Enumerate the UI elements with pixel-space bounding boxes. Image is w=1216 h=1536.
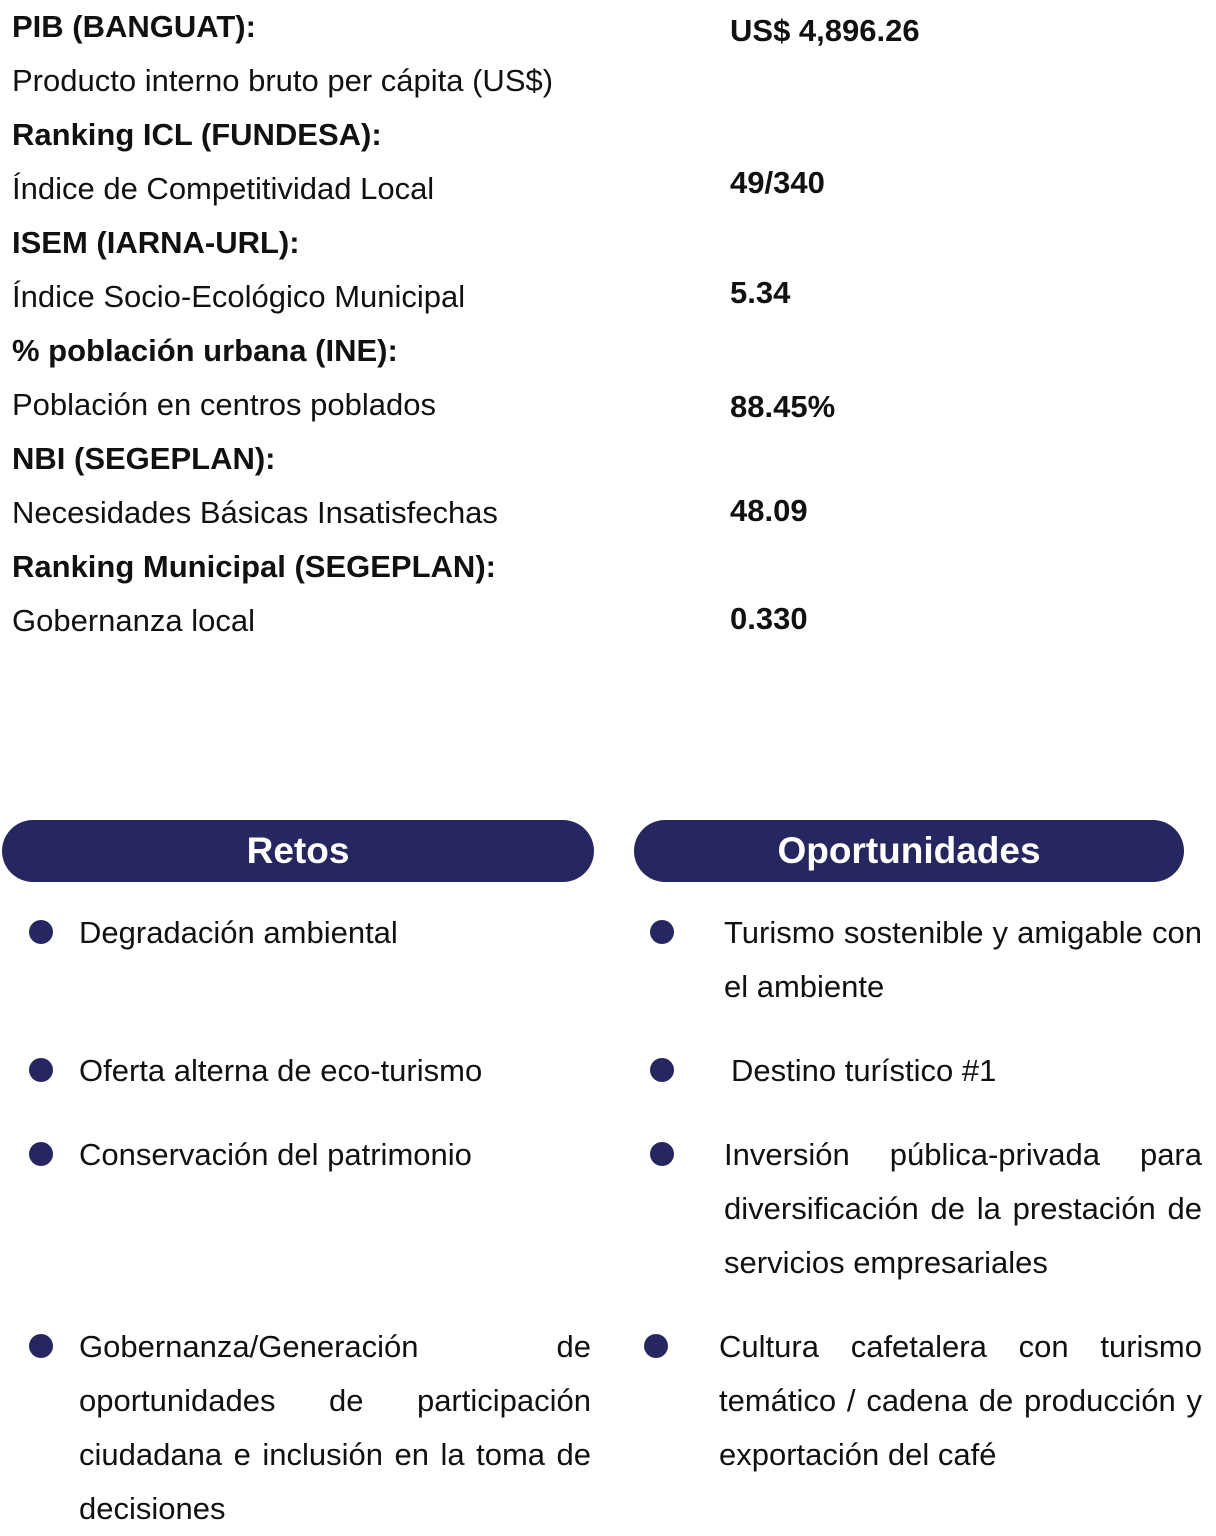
indicator-value-ranking-municipal: 0.330 [730, 601, 808, 636]
oportunidades-item: Cultura cafetalera con turismo temático / cadena de producción y exportación del café [719, 1329, 1202, 1472]
retos-item: Conservación del patrimonio [79, 1137, 472, 1172]
retos-bullet-icon [29, 1058, 53, 1082]
retos-item: Oferta alterna de eco-turismo [79, 1053, 483, 1088]
oportunidades-bullet-icon [650, 1058, 674, 1082]
indicator-value-isem: 5.34 [730, 275, 791, 310]
retos-item: Degradación ambiental [79, 915, 398, 950]
oportunidades-bullet-icon [650, 1142, 674, 1166]
indicator-label-urbana: % población urbana (INE): [12, 333, 398, 368]
indicator-label-isem: ISEM (IARNA-URL): [12, 225, 300, 260]
indicator-description-nbi: Necesidades Básicas Insatisfechas [12, 495, 498, 530]
retos-bullet-icon [29, 1142, 53, 1166]
retos-item: Gobernanza/Generación de oportunidades de participación ciudadana e inclusión en la toma de decisiones [79, 1329, 591, 1526]
oportunidades-item: Inversión pública-privada para diversificación de la prestación de servicios empresariales [724, 1137, 1202, 1280]
indicator-label-ranking-municipal: Ranking Municipal (SEGEPLAN): [12, 549, 496, 584]
oportunidades-item: Turismo sostenible y amigable con el ambiente [724, 915, 1202, 1004]
retos-bullet-icon [29, 920, 53, 944]
oportunidades-bullet-icon [644, 1334, 668, 1358]
indicator-description-ranking-municipal: Gobernanza local [12, 603, 255, 638]
indicator-label-pib: PIB (BANGUAT): [12, 9, 256, 44]
indicator-description-icl: Índice de Competitividad Local [12, 171, 435, 206]
indicator-description-isem: Índice Socio-Ecológico Municipal [12, 279, 466, 314]
oportunidades-bullet-icon [650, 920, 674, 944]
indicator-value-pib: US$ 4,896.26 [730, 13, 920, 48]
indicator-description-pib: Producto interno bruto per cápita (US$) [12, 63, 554, 98]
indicator-label-nbi: NBI (SEGEPLAN): [12, 441, 276, 476]
indicator-value-icl: 49/340 [730, 165, 825, 200]
indicator-label-icl: Ranking ICL (FUNDESA): [12, 117, 382, 152]
oportunidades-item: Destino turístico #1 [731, 1053, 997, 1088]
indicator-description-urbana: Población en centros poblados [12, 387, 436, 422]
retos-header: Retos [2, 820, 594, 882]
retos-bullet-icon [29, 1334, 53, 1358]
indicator-value-nbi: 48.09 [730, 493, 808, 528]
oportunidades-header: Oportunidades [634, 820, 1184, 882]
indicator-value-urbana: 88.45% [730, 389, 836, 424]
